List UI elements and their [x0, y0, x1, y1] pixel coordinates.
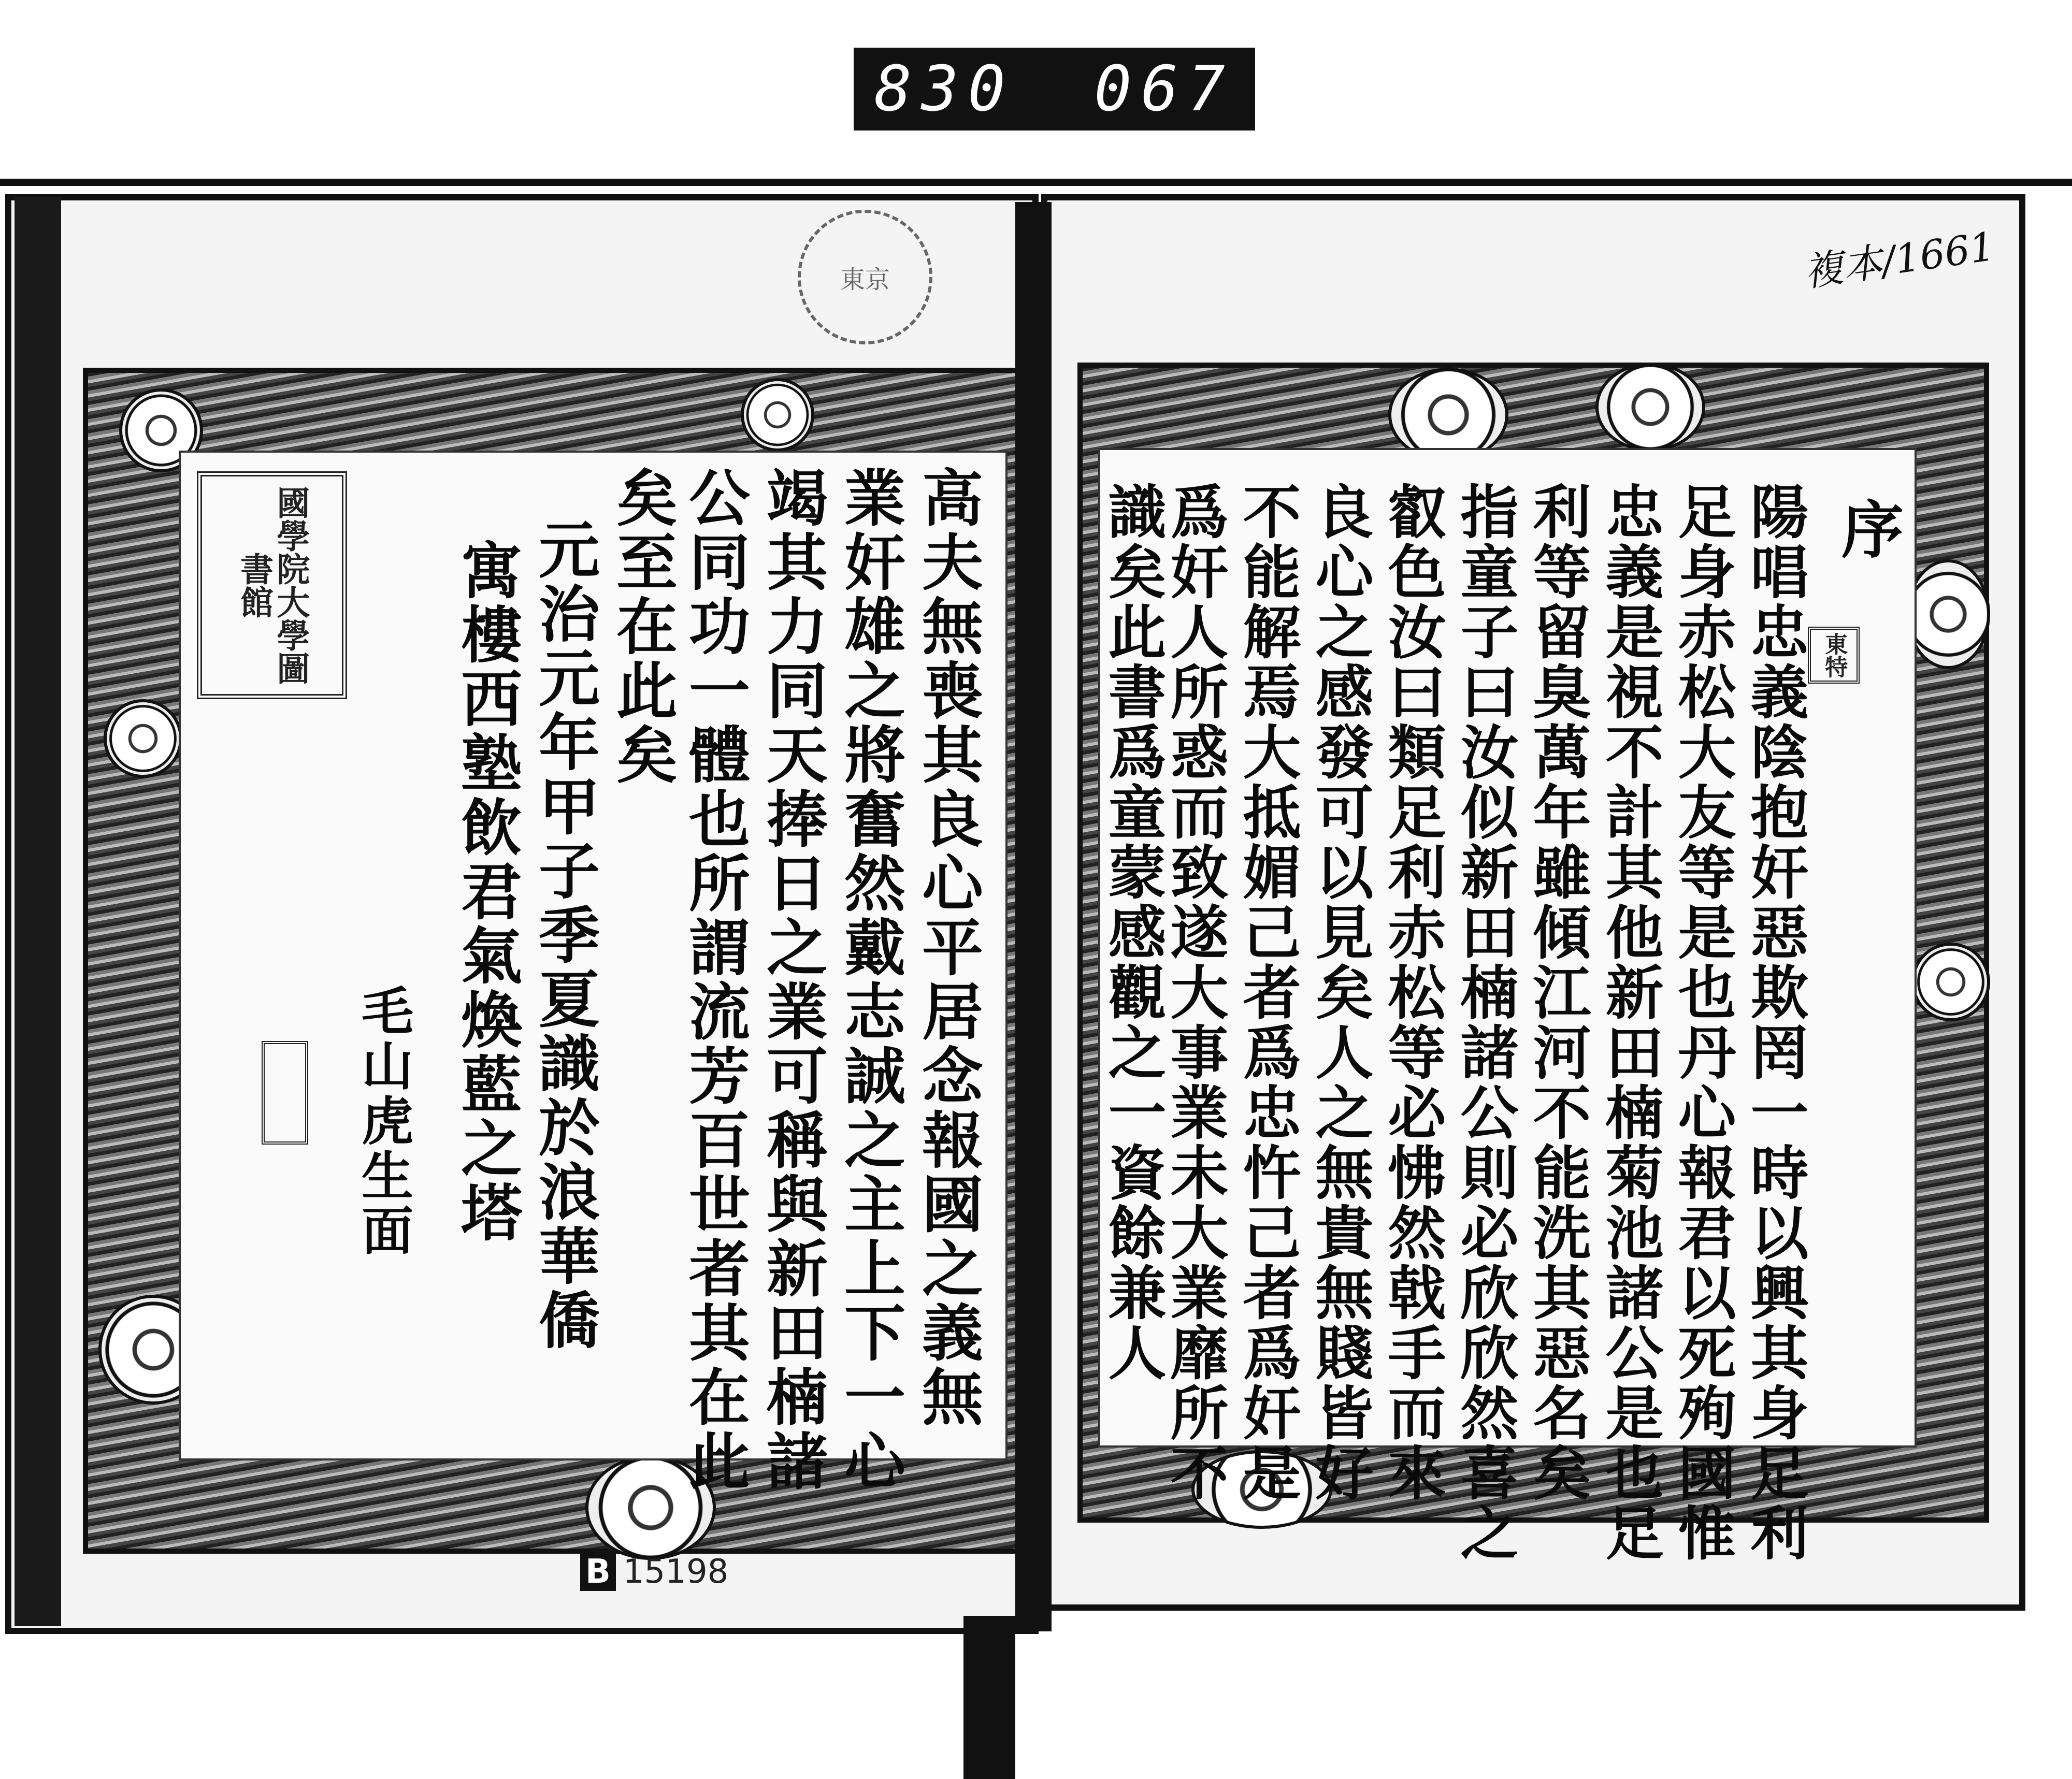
library-seal: [197, 471, 347, 699]
call-number-left: 830: [874, 53, 1015, 125]
preface-column-2: 足身赤松大友等是也丹心報君以死殉國惟: [1668, 482, 1736, 1563]
gutter-shadow: [963, 1616, 1015, 1779]
catalog-note: 複本/1661: [1801, 223, 1998, 296]
place-column: 寓樓西塾飲君氣煥藍之塔: [451, 539, 523, 1245]
author-signature: 毛山虎生面: [353, 984, 414, 1259]
title-seal: [1808, 627, 1860, 684]
accession-number: 15198: [623, 1553, 729, 1591]
title-seal-text: 東特: [1821, 632, 1848, 678]
preface-column-1: 陽唱忠義陰抱奸惡欺罔一時以興其身足利: [1741, 482, 1809, 1563]
preface-column-8: 不能解焉大抵媚己者爲忠忤己者爲奸是: [1233, 482, 1301, 1503]
preface-column-7: 良心之感發可以見矣人之無貴無賤皆好: [1306, 482, 1374, 1503]
preface-column-4: 利等留臭萬年雖傾江河不能洗其惡名矣: [1523, 482, 1591, 1503]
preface-column-6: 叡色汝曰類足利赤松等必怫然戟手而來: [1378, 482, 1446, 1503]
text-column-4: 公同功一體也所謂流芳百世者其在此: [679, 466, 751, 1494]
top-rule: [0, 179, 2072, 186]
chrysanthemum-icon: [1906, 559, 1990, 669]
date-column: 元治元年甲子季夏識於浪華僑: [528, 518, 600, 1353]
text-column-2: 業奸雄之將奮然戴志誠之主上下一心: [834, 466, 906, 1494]
library-seal-text: 國學院大學圖書館: [235, 486, 310, 685]
text-column-1: 高夫無喪其良心平居念報國之義無: [912, 466, 984, 1429]
preface-column-9: 爲奸人所惑而致遂大事業未大業靡所不: [1161, 482, 1229, 1503]
preface-column-3: 忠義是視不計其他新田楠菊池諸公是也足: [1596, 482, 1664, 1563]
text-column-5: 矣至在此矣: [606, 466, 678, 787]
round-ownership-seal: [798, 210, 932, 344]
accession-letter: B: [580, 1553, 616, 1591]
author-seal: [262, 1041, 308, 1145]
cherry-blossom-icon: [104, 699, 182, 778]
preface-column-10: 識矣此書爲童蒙感觀之一資餘兼人: [1099, 482, 1167, 1383]
cherry-blossom-icon: [741, 378, 814, 452]
book-gutter: [1015, 202, 1052, 1631]
text-column-3: 竭其力同天捧日之業可稱與新田楠諸: [756, 466, 828, 1494]
preface-column-5: 指童子曰汝似新田楠諸公則必欣欣然喜之: [1451, 482, 1519, 1563]
call-number-label: [854, 48, 1255, 131]
chrysanthemum-icon: [1595, 363, 1705, 452]
cherry-blossom-icon: [1911, 943, 1990, 1021]
call-number-right: 067: [1094, 53, 1234, 125]
accession-stamp: [580, 1554, 728, 1590]
round-seal-text: 東京: [840, 265, 890, 294]
preface-title: 序: [1831, 497, 1904, 561]
left-spine: [15, 197, 61, 1626]
